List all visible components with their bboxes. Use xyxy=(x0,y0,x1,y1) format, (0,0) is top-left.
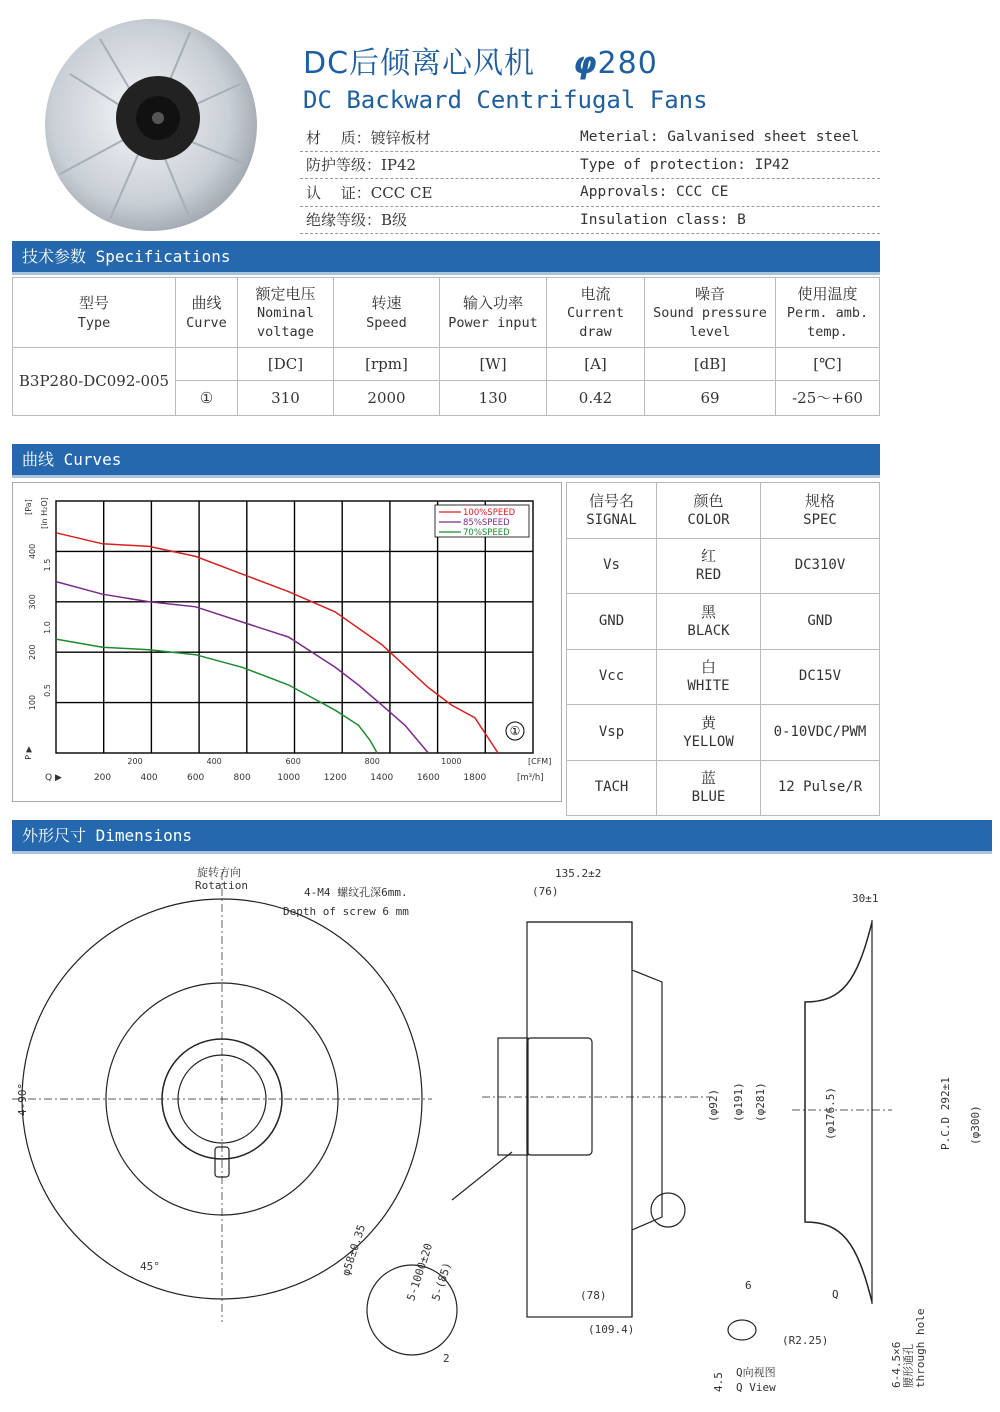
header-type: 型号 Type xyxy=(13,278,176,348)
header-curve: 曲线 Curve xyxy=(176,278,238,348)
header-voltage: 额定电压 Nominal voltage xyxy=(238,278,334,348)
unit-cell: [DC] xyxy=(238,348,334,381)
signal-row: Vcc 白 WHITE DC15V xyxy=(567,649,880,705)
pcd-292: P.C.D 292±1 xyxy=(939,1077,952,1150)
y-tick-label: 200 xyxy=(28,644,37,660)
section-bar-specifications: 技术参数 Specifications xyxy=(12,241,880,275)
property-row: 防护等级：IP42 Type of protection: IP42 xyxy=(300,152,880,180)
x-tick-label: 1200 xyxy=(323,773,347,783)
product-title-en: DC Backward Centrifugal Fans xyxy=(303,86,708,114)
y-tick-label: 100 xyxy=(28,694,37,711)
x-tick-label: 1400 xyxy=(370,773,394,783)
phi191: (φ191) xyxy=(732,1082,745,1122)
unit-cell: [dB] xyxy=(645,348,776,381)
signal-row: TACH 蓝 BLUE 12 Pulse/R xyxy=(567,760,880,816)
width-135: 135.2±2 xyxy=(555,867,602,880)
unit-cell: [A] xyxy=(547,348,645,381)
header-power: 输入功率 Power input xyxy=(440,278,547,348)
signal-row: Vs 红 RED DC310V xyxy=(567,538,880,594)
width-30: 30±1 xyxy=(852,892,879,905)
dimension-drawing xyxy=(12,852,992,1407)
x2-tick-label: 800 xyxy=(364,757,380,766)
value-cell: 0.42 xyxy=(547,381,645,416)
y2-tick-label: 1.5 xyxy=(43,558,52,572)
x2-unit: [CFM] xyxy=(528,757,552,766)
value-cell: -25～+60 xyxy=(776,381,880,416)
header-current: 电流 Current draw xyxy=(547,278,645,348)
header-sound: 噪音 Sound pressure level xyxy=(645,278,776,348)
hole-en: through hole xyxy=(914,1308,927,1388)
color-header: 颜色 COLOR xyxy=(657,483,761,539)
signal-header: 信号名 SIGNAL xyxy=(567,483,657,539)
r225-label: (R2.25) xyxy=(782,1334,829,1347)
x2-tick-label: 400 xyxy=(206,757,222,766)
cable-1000: 5-1000±20 xyxy=(404,1241,436,1303)
hole-size: 6-4.5×6 xyxy=(890,1341,903,1388)
width-78: (78) xyxy=(580,1289,607,1302)
screw-en: Depth of screw 6 mm xyxy=(283,905,409,918)
model-cell: B3P280-DC092-005 xyxy=(13,348,176,416)
x-tick-label: 1800 xyxy=(463,773,487,783)
y-tick-label: 400 xyxy=(28,543,37,560)
header-temp: 使用温度 Perm. amb. temp. xyxy=(776,278,880,348)
x-unit: [m³/h] xyxy=(517,773,544,783)
section-bar-curves: 曲线 Curves xyxy=(12,444,880,478)
y-unit: [Pa] xyxy=(24,499,33,515)
signal-table xyxy=(566,482,880,816)
property-row: 认 证：CCC CE Approvals: CCC CE xyxy=(300,179,880,207)
unit-cell: [℃] xyxy=(776,348,880,381)
value-cell: 130 xyxy=(440,381,547,416)
spec-header: 规格 SPEC xyxy=(761,483,880,539)
screw-cn: 4-M4 螺纹孔深6mm. xyxy=(304,886,408,899)
q-view-en: Q View xyxy=(736,1381,776,1394)
phi176: (φ176.5) xyxy=(824,1087,837,1140)
legend-label: 85%SPEED xyxy=(463,518,510,528)
value-cell: 2000 xyxy=(334,381,440,416)
section-bar-dimensions: 外形尺寸 Dimensions xyxy=(12,820,992,854)
y2-tick-label: 0.5 xyxy=(43,684,52,697)
y-axis-label: P ▶ xyxy=(24,746,33,760)
unit-cell: [rpm] xyxy=(334,348,440,381)
cable-85: 5-(85) xyxy=(429,1260,455,1303)
phi281: (φ281) xyxy=(754,1082,767,1122)
fan-product-photo xyxy=(40,14,262,236)
x-tick-label: 400 xyxy=(140,773,158,783)
signal-row: Vsp 黄 YELLOW 0-10VDC/PWM xyxy=(567,705,880,761)
curve-chart xyxy=(12,482,562,802)
x2-tick-label: 1000 xyxy=(441,757,462,766)
curve-cell: ① xyxy=(176,381,238,416)
width-109: (109.4) xyxy=(588,1323,635,1336)
series-line xyxy=(56,533,498,753)
legend-label: 70%SPEED xyxy=(463,528,510,538)
rotation-en: Rotation xyxy=(195,879,248,892)
x-tick-label: 200 xyxy=(93,773,112,783)
q-mark: Q xyxy=(832,1288,839,1301)
unit-cell: [W] xyxy=(440,348,547,381)
curve-chart-svg xyxy=(13,483,563,803)
dim-2: 2 xyxy=(443,1352,450,1365)
legend-label: 100%SPEED xyxy=(463,508,516,518)
dim-4-5: 4.5 xyxy=(712,1372,725,1392)
x-tick-label: 800 xyxy=(233,773,251,783)
y-tick-label: 300 xyxy=(28,594,37,610)
angle-4x90: 4-90° xyxy=(16,1082,29,1116)
hole-cn: 腰形通孔 xyxy=(902,1344,915,1388)
x-tick-label: 1000 xyxy=(277,773,301,783)
header-speed: 转速 Speed xyxy=(334,278,440,348)
rotation-cn: 旋转方向 xyxy=(197,866,241,879)
width-76: (76) xyxy=(532,885,559,898)
phi92: (φ92) xyxy=(707,1088,720,1122)
property-row: 绝缘等级：B级 Insulation class: B xyxy=(300,207,880,235)
y2-unit: [in H₂O] xyxy=(40,497,49,529)
q-view-cn: Q向视图 xyxy=(736,1366,776,1379)
product-title-cn: DC后倾离心风机 φ280 xyxy=(303,46,658,81)
y2-tick-label: 1.0 xyxy=(43,621,52,634)
signal-row: GND 黑 BLACK GND xyxy=(567,594,880,650)
phi58-label: φ58±0.35 xyxy=(339,1223,369,1278)
diameter-label: φ280 xyxy=(573,46,658,81)
value-cell: 69 xyxy=(645,381,776,416)
x-axis-label: Q ▶ xyxy=(45,773,62,783)
curve-marker-label: ① xyxy=(509,724,521,738)
value-cell: 310 xyxy=(238,381,334,416)
properties-list xyxy=(300,124,880,234)
x-tick-label: 600 xyxy=(187,773,205,783)
phi300: (φ300) xyxy=(969,1105,982,1145)
x2-tick-label: 200 xyxy=(127,757,143,766)
property-row: 材 质：镀锌板材 Meterial: Galvanised sheet steel xyxy=(300,124,880,152)
dim-6: 6 xyxy=(745,1279,752,1292)
x-tick-label: 1600 xyxy=(416,773,440,783)
angle-45: 45° xyxy=(140,1260,160,1273)
x2-tick-label: 600 xyxy=(285,757,301,766)
spec-table xyxy=(12,277,880,416)
